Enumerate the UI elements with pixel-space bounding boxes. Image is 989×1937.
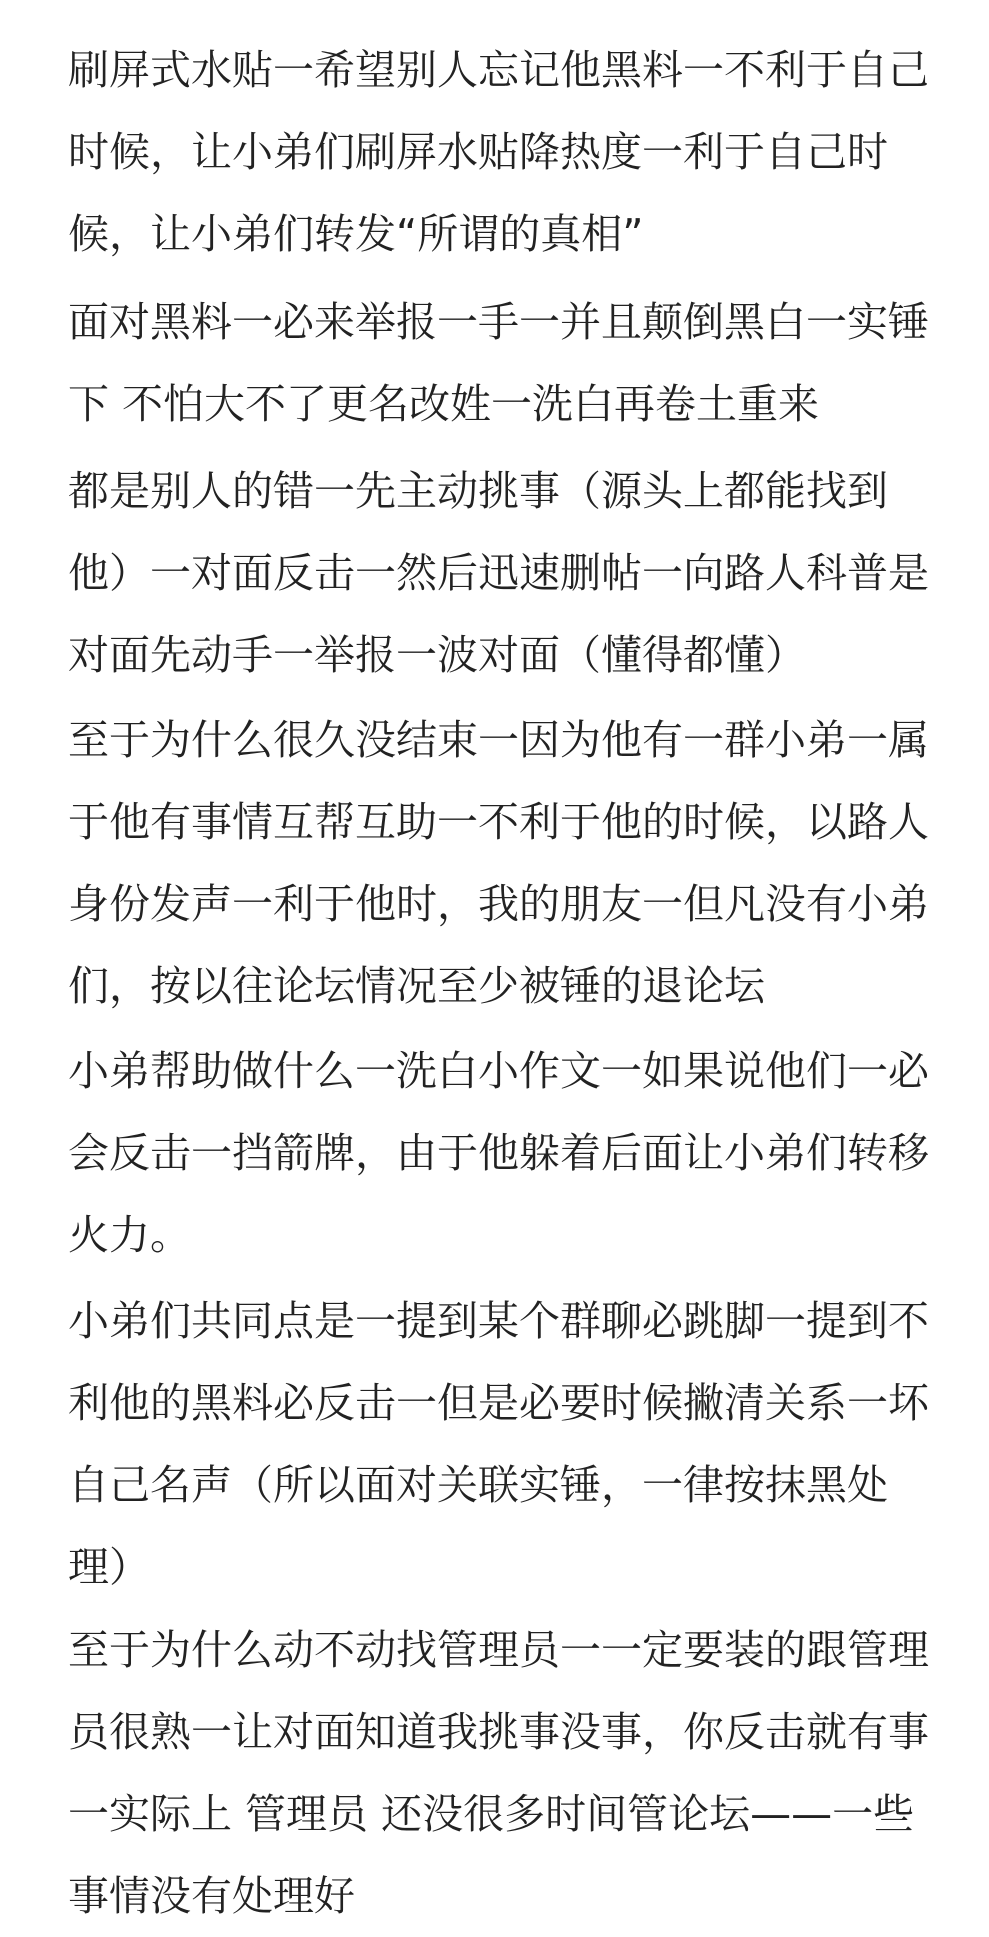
paragraph-why-not-over: 至于为什么很久没结束一因为他有一群小弟一属 于他有事情互帮互助一不利于他的时候，以路人 身份发声一利于他时，我的朋友一但凡没有小弟 们，按以往论坛情况至少被锤的退论坛 bbox=[68, 716, 929, 1010]
paragraph-administrator: 至于为什么动不动找管理员一一定要装的跟管理 员很熟一让对面知道我挑事没事，你反击就有事 一实际上 管理员 还没很多时间管论坛——一些 事情没有处理好 bbox=[68, 1626, 929, 1920]
paragraph-refresh-spam: 刷屏式水贴一希望别人忘记他黑料一不利于自己 时候，让小弟们刷屏水贴降热度一利于自己时 候，让小弟们转发“所谓的真相” bbox=[68, 46, 929, 258]
paragraph-facing-scandal: 面对黑料一必来举报一手一并且颠倒黑白一实锤 下 不怕大不了更名改姓一洗白再卷土重来 bbox=[68, 298, 929, 428]
paragraph-blame-others: 都是别人的错一先主动挑事（源头上都能找到 他）一对面反击一然后迅速删帖一向路人科普是 对面先动手一举报一波对面（懂得都懂） bbox=[68, 467, 929, 679]
paragraph-followers-common-traits: 小弟们共同点是一提到某个群聊必跳脚一提到不 利他的黑料必反击一但是必要时候撇清关系一坏 自己名声（所以面对关联实锤，一律按抹黑处 理） bbox=[68, 1297, 929, 1591]
paragraph-followers-help: 小弟帮助做什么一洗白小作文一如果说他们一必 会反击一挡箭牌，由于他躲着后面让小弟们转移 火力。 bbox=[68, 1047, 929, 1259]
